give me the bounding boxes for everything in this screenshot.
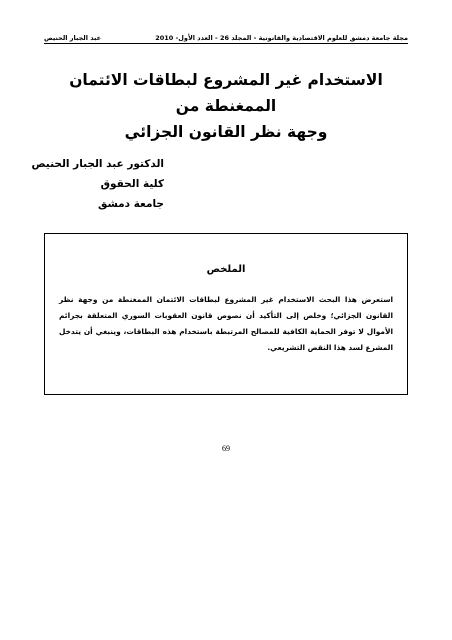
running-header [44,30,408,42]
abstract-heading: الملخص [206,264,246,275]
header-journal: مجلة جامعة دمشق للعلوم الاقتصادية والقانونية - المجلد 26 - العدد الأول- 2010 [155,34,408,42]
author-name: الدكتور عبد الجبار الحنيص [31,158,164,170]
abstract-text: استعرض هذا البحث الاستخدام غير المشروع لبطاقات الائتمان الممغنطة من وجهة نظر القانون الجزائي؛ وخلص إلى التأكيد أن نصوص قانون العقوبات السوري المتعلقة بجرائم الأموال لا توفر الحماية الكافية للمصالح المرتبطة باستخدام هذه البطاقات، وينبغي أن يتدخل المشرع لسد هذا النقص التشريعي. [59,295,393,352]
author-university: جامعة دمشق [98,198,164,210]
abstract-box [44,233,408,395]
header-divider [44,43,408,44]
title-line-2: وجهة نظر القانون الجزائي [124,123,328,141]
author-info [31,154,164,214]
article-title [44,67,408,145]
header-author: عبد الجبار الحنيص [44,34,102,42]
page-number: 69 [222,444,230,453]
title-line-1: الاستخدام غير المشروع لبطاقات الائتمان الممغنطة من [69,71,383,115]
author-faculty: كلية الحقوق [100,178,164,190]
